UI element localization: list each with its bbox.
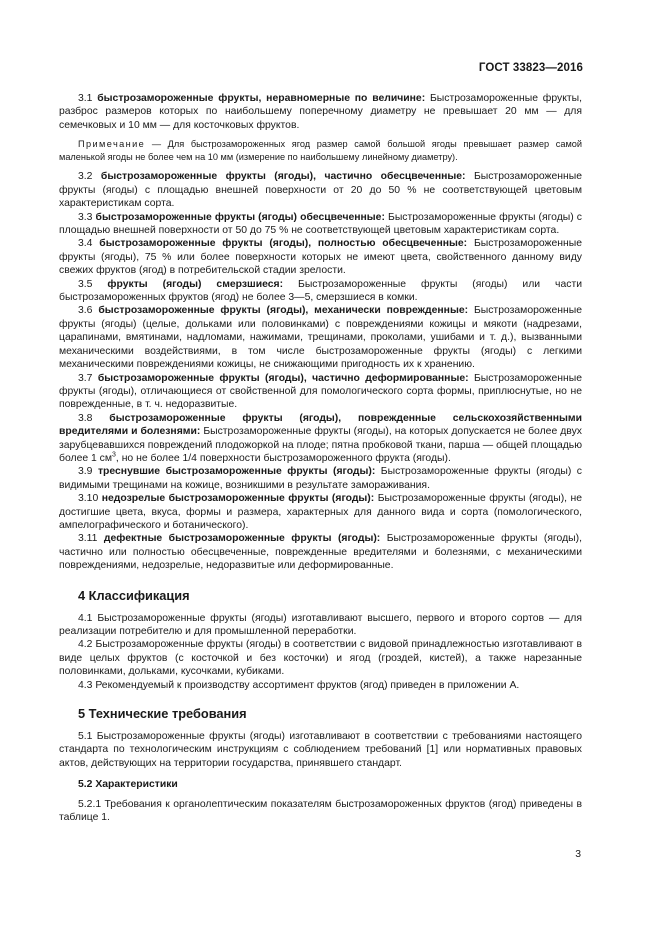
definition-3-4: 3.4 быстрозамороженные фрукты (ягоды), полностью обесцвеченные: Быстрозамороженные фрукты (ягоды), 75 % или более поверхности которых не имеют цвета, свойственного данному виду свежих фруктов (ягод) в потребительской стадии зрелости.: [59, 238, 583, 277]
definition-3-11: 3.11 дефектные быстрозамороженные фрукты (ягоды): Быстрозамороженные фрукты (ягоды), частично или полностью обесцвеченные, поврежденные вредителями и болезнями, с механическими повреждениями, недозрелые, недоразвитые или деформированные.: [59, 533, 582, 572]
paragraph-4-1: 4.1 Быстрозамороженные фрукты (ягоды) изготавливают высшего, первого и второго сортов — для реализации потребителю и для промышленной переработки.: [59, 612, 582, 637]
definition-3-8: 3.8 быстрозамороженные фрукты (ягоды), поврежденные сельскохозяйственными вредителями и болезнями: Быстрозамороженные фрукты (ягоды), на которых допускается не более двух зарубцевавшихся повреждений плодожоркой на плоде; пятна пробковой ткани, парша — общей площадью более 1 $см^3$, но не более 1/4 поверхности быстрозамороженного фрукта (ягоды).: [59, 412, 582, 464]
page-content: [59, 92, 582, 824]
section-4-heading: 4 Классификация: [78, 587, 190, 603]
definition-3-10: 3.10 недозрелые быстрозамороженные фрукты (ягоды): Быстрозамороженные фрукты (ягоды), не достигшие цвета, вкуса, формы и размера, характерных для данного вида и сорта (помологического, ампелографического и ботанического).: [59, 493, 583, 531]
definition-3-9: 3.9 треснувшие быстрозамороженные фрукты (ягоды): Быстрозамороженные фрукты (ягоды) с видимыми трещинами на кожице, возникшими в результате замораживания.: [59, 466, 582, 491]
subsection-5-2-heading: 5.2 Характеристики: [78, 779, 178, 791]
definition-3-6: 3.6 быстрозамороженные фрукты (ягоды), механически поврежденные: Быстрозамороженные фрукты (ягоды) (целые, дольками или половинками) с повреждениями кожицы и мякоти (надрезами, царапинами, вмятинами, надломами, нажимами, трещинами, проколами, ушибами и т. д.), вызванными механическими воздействиями, в том числе быстрозамороженные фрукты (ягоды) с легкими механическими повреждениями кожицы, не снижающими пригодность их к хранению.: [59, 305, 582, 371]
paragraph-5-2-1: 5.2.1 Требования к органолептическим показателям быстрозамороженных фруктов (ягод) приведены в таблице 1.: [59, 798, 582, 824]
standard-header: ГОСТ 33823—2016: [478, 62, 583, 74]
paragraph-4-2: 4.2 Быстрозамороженные фрукты (ягоды) в соответствии с видовой принадлежностью изготавливают в виде целых фруктов (с косточкой и без косточки) и ягод (гроздей, кистей), а также нарезанные половинками, дольками, кусочками, кубиками.: [59, 639, 582, 678]
page-number: 3: [575, 849, 581, 860]
definition-3-7: 3.7 быстрозамороженные фрукты (ягоды), частично деформированные: Быстрозамороженные фрукты (ягоды), отличающиеся от свойственной для помологического сорта формы, приплюснутые, но не поврежденные, в т. ч. недоразвитые.: [59, 372, 582, 411]
definition-3-1: 3.1 быстрозамороженные фрукты, неравномерные по величине: Быстрозамороженные фрукты, разброс размеров которых по наибольшему поперечному диаметру не превышает 20 мм — для семечковых и 10 мм — для косточковых фруктов.: [59, 93, 582, 131]
definition-3-5: 3.5 фрукты (ягоды) смерзшиеся: Быстрозамороженные фрукты (ягоды) или части быстрозамороженных фруктов (ягод) не более 3—5, смерзшиеся в комки.: [59, 278, 583, 304]
definition-3-3: 3.3 быстрозамороженные фрукты (ягоды) обесцвеченные: Быстрозамороженные фрукты (ягоды) с площадью внешней поверхности от 50 до 75 % не соответствующей цветовым характеристикам сорта.: [59, 211, 583, 237]
definition-3-2: 3.2 быстрозамороженные фрукты (ягоды), частично обесцвеченные: Быстрозамороженные фрукты (ягоды) с площадью внешней поверхности от 20 до 50 % не соответствующей цветовым характеристикам сорта.: [59, 171, 582, 210]
section-5-heading: 5 Технические требования: [78, 706, 247, 722]
paragraph-5-1: 5.1 Быстрозамороженные фрукты (ягоды) изготавливают в соответствии с требованиями настоящего стандарта по технологическим инструкциям с соблюдением требований [1] или нормативных правовых актов, действующих на территории государства, принявшего стандарт.: [59, 731, 582, 769]
note: Примечание — Для быстрозамороженных ягод размер самой большой ягоды превышает размер самой маленькой ягоды не более чем на 10 мм (измерение по наибольшему линейному диаметру).: [59, 139, 582, 162]
paragraph-4-3: 4.3 Рекомендуемый к производству ассортимент фруктов (ягод) приведен в приложении А.: [78, 679, 520, 691]
